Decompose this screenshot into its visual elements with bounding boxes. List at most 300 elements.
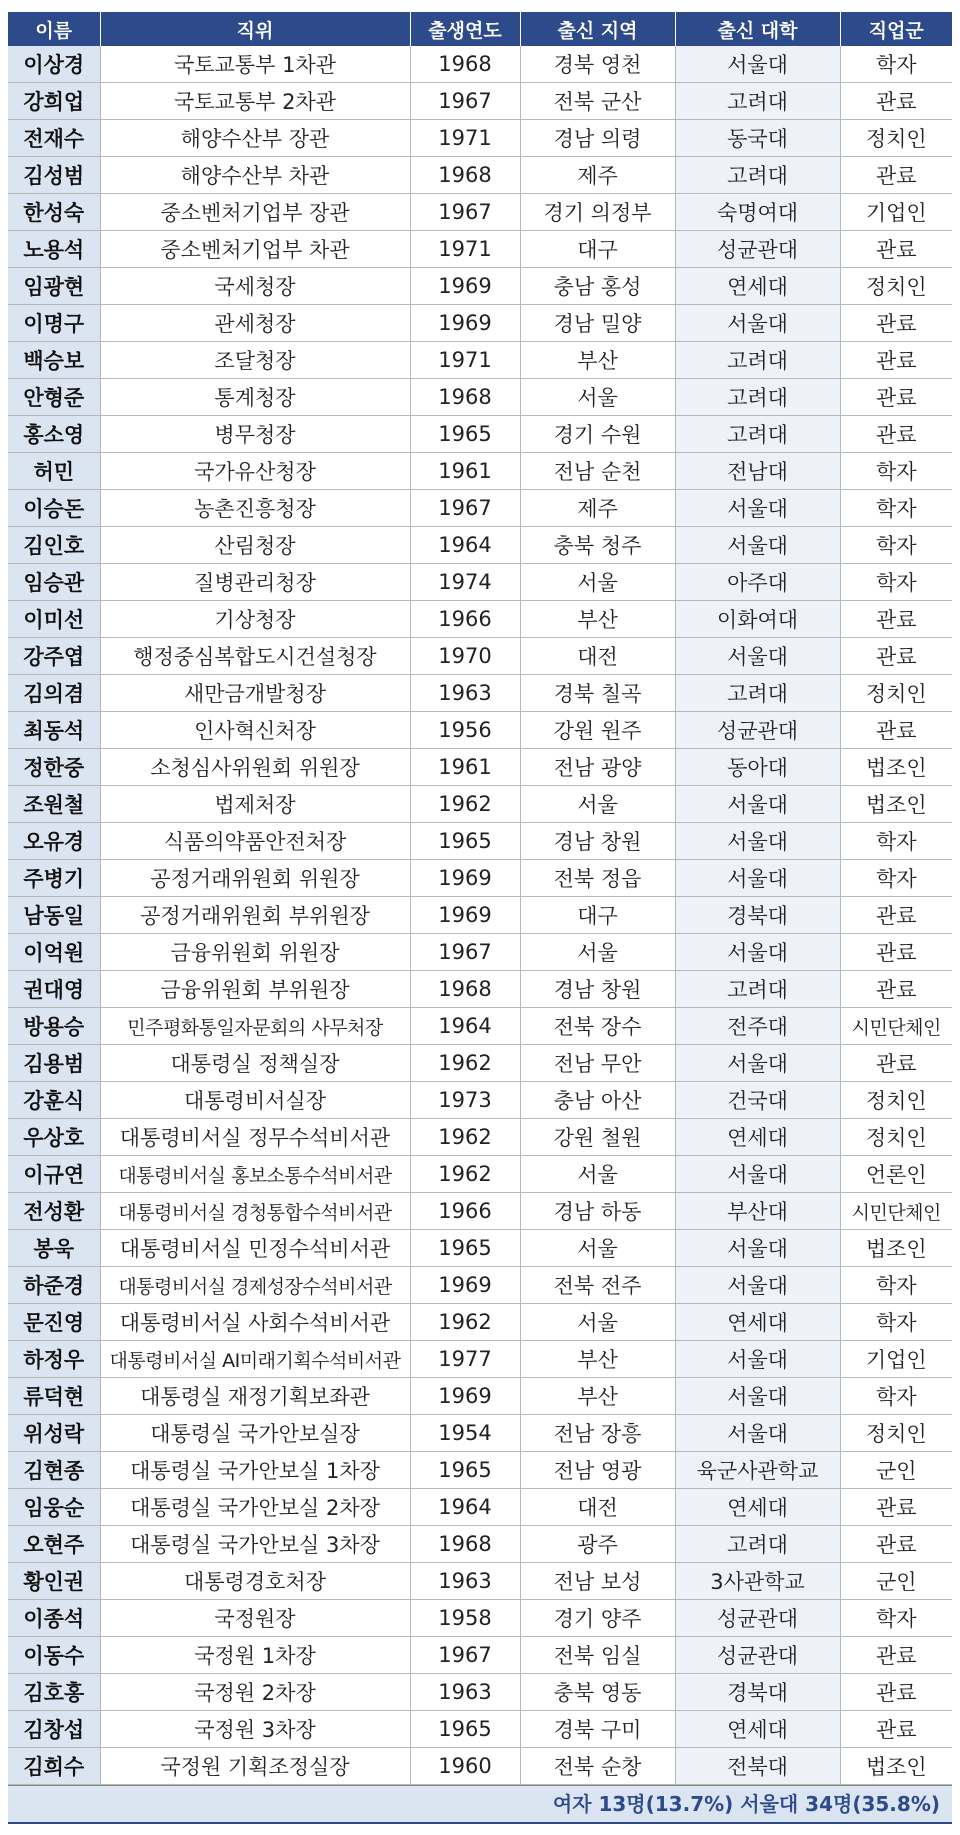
cell-name: 강주엽 — [8, 638, 100, 675]
cell-university: 연세대 — [675, 1711, 840, 1748]
cell-region: 경남 창원 — [520, 971, 675, 1008]
cell-university: 서울대 — [675, 1230, 840, 1267]
cell-occupation: 학자 — [840, 46, 952, 83]
cell-university: 고려대 — [675, 342, 840, 379]
cell-position: 대통령실 국가안보실 1차장 — [100, 1452, 410, 1489]
cell-name: 하정우 — [8, 1341, 100, 1378]
cell-occupation: 관료 — [840, 1526, 952, 1563]
table-row — [8, 157, 952, 194]
cell-name: 이동수 — [8, 1637, 100, 1674]
cell-position: 행정중심복합도시건설청장 — [100, 638, 410, 675]
cell-region: 서울 — [520, 1156, 675, 1193]
cell-birth-year: 1968 — [410, 379, 520, 416]
table-row — [8, 971, 952, 1008]
table-row — [8, 712, 952, 749]
cell-university: 서울대 — [675, 46, 840, 83]
cell-occupation: 법조인 — [840, 749, 952, 786]
cell-region: 경북 칠곡 — [520, 675, 675, 712]
cell-university: 연세대 — [675, 1489, 840, 1526]
cell-occupation: 시민단체인 — [840, 1193, 952, 1230]
cell-university: 전주대 — [675, 1008, 840, 1045]
cell-name: 임광현 — [8, 268, 100, 305]
cell-birth-year: 1963 — [410, 675, 520, 712]
cell-name: 노용석 — [8, 231, 100, 268]
cell-name: 문진영 — [8, 1304, 100, 1341]
cell-occupation: 관료 — [840, 231, 952, 268]
cell-region: 부산 — [520, 342, 675, 379]
cell-birth-year: 1971 — [410, 231, 520, 268]
cell-position: 대통령실 정책실장 — [100, 1045, 410, 1082]
cell-position: 국정원 기획조정실장 — [100, 1748, 410, 1785]
table-body — [8, 46, 952, 1785]
cell-occupation: 학자 — [840, 527, 952, 564]
cell-birth-year: 1968 — [410, 46, 520, 83]
header-region: 출신 지역 — [520, 12, 675, 46]
cell-name: 이미선 — [8, 601, 100, 638]
table-row — [8, 1045, 952, 1082]
cell-region: 충북 청주 — [520, 527, 675, 564]
cell-region: 경기 의정부 — [520, 194, 675, 231]
cell-university: 경북대 — [675, 897, 840, 934]
cell-university: 부산대 — [675, 1193, 840, 1230]
cell-occupation: 정치인 — [840, 268, 952, 305]
cell-position: 관세청장 — [100, 305, 410, 342]
cell-university: 고려대 — [675, 379, 840, 416]
summary-footer: 여자 13명(13.7%) 서울대 34명(35.8%) — [8, 1785, 952, 1824]
cell-occupation: 학자 — [840, 453, 952, 490]
cell-region: 전남 무안 — [520, 1045, 675, 1082]
table-row — [8, 786, 952, 823]
cell-region: 광주 — [520, 1526, 675, 1563]
table-row — [8, 1489, 952, 1526]
table-row — [8, 1156, 952, 1193]
cell-position: 대통령비서실 정무수석비서관 — [100, 1119, 410, 1156]
cell-position: 국정원 3차장 — [100, 1711, 410, 1748]
cell-birth-year: 1964 — [410, 1489, 520, 1526]
table-row — [8, 268, 952, 305]
table-row — [8, 83, 952, 120]
table-row — [8, 601, 952, 638]
header-birth-year: 출생연도 — [410, 12, 520, 46]
cell-region: 전북 장수 — [520, 1008, 675, 1045]
cell-region: 서울 — [520, 564, 675, 601]
cell-name: 하준경 — [8, 1267, 100, 1304]
cell-birth-year: 1967 — [410, 194, 520, 231]
cell-position: 대통령실 국가안보실장 — [100, 1415, 410, 1452]
cell-name: 오유경 — [8, 823, 100, 860]
cell-name: 김용범 — [8, 1045, 100, 1082]
cell-name: 한성숙 — [8, 194, 100, 231]
cell-region: 전남 광양 — [520, 749, 675, 786]
cell-birth-year: 1974 — [410, 564, 520, 601]
cell-region: 경북 구미 — [520, 1711, 675, 1748]
cell-university: 연세대 — [675, 268, 840, 305]
cell-region: 전북 임실 — [520, 1637, 675, 1674]
appointee-table — [8, 12, 952, 1785]
cell-birth-year: 1966 — [410, 1193, 520, 1230]
cell-name: 이승돈 — [8, 490, 100, 527]
cell-name: 이상경 — [8, 46, 100, 83]
cell-university: 서울대 — [675, 860, 840, 897]
table-row — [8, 1600, 952, 1637]
cell-occupation: 관료 — [840, 379, 952, 416]
cell-name: 방용승 — [8, 1008, 100, 1045]
cell-university: 성균관대 — [675, 231, 840, 268]
table-header-row — [8, 12, 952, 46]
table-row — [8, 564, 952, 601]
cell-university: 성균관대 — [675, 1600, 840, 1637]
cell-name: 홍소영 — [8, 416, 100, 453]
cell-occupation: 정치인 — [840, 1415, 952, 1452]
table-row — [8, 1378, 952, 1415]
cell-occupation: 관료 — [840, 712, 952, 749]
cell-position: 대통령비서실 경청통합수석비서관 — [100, 1193, 410, 1230]
cell-university: 서울대 — [675, 934, 840, 971]
cell-region: 강원 철원 — [520, 1119, 675, 1156]
cell-region: 경북 영천 — [520, 46, 675, 83]
cell-university: 고려대 — [675, 83, 840, 120]
cell-university: 동국대 — [675, 120, 840, 157]
cell-name: 남동일 — [8, 897, 100, 934]
cell-birth-year: 1966 — [410, 601, 520, 638]
cell-birth-year: 1962 — [410, 1156, 520, 1193]
cell-occupation: 학자 — [840, 823, 952, 860]
cell-region: 부산 — [520, 1378, 675, 1415]
cell-birth-year: 1964 — [410, 1008, 520, 1045]
cell-position: 해양수산부 차관 — [100, 157, 410, 194]
cell-name: 김인호 — [8, 527, 100, 564]
cell-university: 3사관학교 — [675, 1563, 840, 1600]
cell-region: 전북 군산 — [520, 83, 675, 120]
appointee-table-wrapper — [8, 12, 952, 1824]
table-row — [8, 1082, 952, 1119]
cell-position: 소청심사위원회 위원장 — [100, 749, 410, 786]
cell-region: 대구 — [520, 897, 675, 934]
table-row — [8, 1415, 952, 1452]
cell-name: 이명구 — [8, 305, 100, 342]
cell-name: 봉욱 — [8, 1230, 100, 1267]
table-row — [8, 305, 952, 342]
cell-region: 전북 정읍 — [520, 860, 675, 897]
cell-position: 국정원 1차장 — [100, 1637, 410, 1674]
cell-name: 강훈식 — [8, 1082, 100, 1119]
cell-position: 질병관리청장 — [100, 564, 410, 601]
cell-position: 농촌진흥청장 — [100, 490, 410, 527]
cell-university: 숙명여대 — [675, 194, 840, 231]
cell-name: 이규연 — [8, 1156, 100, 1193]
cell-name: 이억원 — [8, 934, 100, 971]
cell-occupation: 관료 — [840, 897, 952, 934]
cell-occupation: 관료 — [840, 1489, 952, 1526]
cell-region: 강원 원주 — [520, 712, 675, 749]
table-row — [8, 1230, 952, 1267]
cell-birth-year: 1958 — [410, 1600, 520, 1637]
cell-occupation: 학자 — [840, 1378, 952, 1415]
cell-university: 서울대 — [675, 1415, 840, 1452]
cell-region: 충북 영동 — [520, 1674, 675, 1711]
cell-birth-year: 1956 — [410, 712, 520, 749]
cell-birth-year: 1971 — [410, 342, 520, 379]
table-row — [8, 120, 952, 157]
cell-university: 고려대 — [675, 416, 840, 453]
table-row — [8, 1563, 952, 1600]
cell-birth-year: 1969 — [410, 897, 520, 934]
table-row — [8, 453, 952, 490]
cell-birth-year: 1962 — [410, 1119, 520, 1156]
cell-name: 안형준 — [8, 379, 100, 416]
cell-name: 백승보 — [8, 342, 100, 379]
cell-university: 전남대 — [675, 453, 840, 490]
cell-university: 연세대 — [675, 1304, 840, 1341]
cell-university: 서울대 — [675, 1045, 840, 1082]
cell-name: 김희수 — [8, 1748, 100, 1785]
cell-name: 임웅순 — [8, 1489, 100, 1526]
cell-occupation: 기업인 — [840, 194, 952, 231]
cell-university: 동아대 — [675, 749, 840, 786]
cell-position: 중소벤처기업부 차관 — [100, 231, 410, 268]
cell-region: 경남 의령 — [520, 120, 675, 157]
table-row — [8, 1267, 952, 1304]
cell-occupation: 시민단체인 — [840, 1008, 952, 1045]
cell-university: 고려대 — [675, 675, 840, 712]
cell-occupation: 정치인 — [840, 120, 952, 157]
cell-region: 제주 — [520, 490, 675, 527]
cell-region: 전북 전주 — [520, 1267, 675, 1304]
table-row — [8, 342, 952, 379]
cell-position: 국토교통부 1차관 — [100, 46, 410, 83]
cell-occupation: 군인 — [840, 1452, 952, 1489]
cell-occupation: 관료 — [840, 83, 952, 120]
cell-position: 기상청장 — [100, 601, 410, 638]
table-row — [8, 1711, 952, 1748]
cell-position: 대통령경호처장 — [100, 1563, 410, 1600]
cell-position: 대통령비서실장 — [100, 1082, 410, 1119]
cell-region: 제주 — [520, 157, 675, 194]
header-university: 출신 대학 — [675, 12, 840, 46]
cell-region: 충남 홍성 — [520, 268, 675, 305]
cell-region: 경남 하동 — [520, 1193, 675, 1230]
table-row — [8, 527, 952, 564]
cell-birth-year: 1967 — [410, 490, 520, 527]
cell-occupation: 관료 — [840, 971, 952, 1008]
cell-position: 국토교통부 2차관 — [100, 83, 410, 120]
cell-birth-year: 1967 — [410, 1637, 520, 1674]
cell-region: 서울 — [520, 1230, 675, 1267]
cell-university: 고려대 — [675, 1526, 840, 1563]
cell-university: 서울대 — [675, 786, 840, 823]
cell-birth-year: 1968 — [410, 157, 520, 194]
cell-birth-year: 1967 — [410, 83, 520, 120]
table-row — [8, 490, 952, 527]
cell-birth-year: 1973 — [410, 1082, 520, 1119]
cell-university: 서울대 — [675, 490, 840, 527]
cell-birth-year: 1965 — [410, 823, 520, 860]
cell-name: 주병기 — [8, 860, 100, 897]
cell-position: 새만금개발청장 — [100, 675, 410, 712]
table-row — [8, 1637, 952, 1674]
cell-region: 전남 영광 — [520, 1452, 675, 1489]
cell-occupation: 학자 — [840, 1304, 952, 1341]
cell-name: 오현주 — [8, 1526, 100, 1563]
cell-birth-year: 1969 — [410, 860, 520, 897]
cell-university: 서울대 — [675, 527, 840, 564]
cell-birth-year: 1970 — [410, 638, 520, 675]
cell-position: 중소벤처기업부 장관 — [100, 194, 410, 231]
cell-position: 대통령비서실 민정수석비서관 — [100, 1230, 410, 1267]
cell-birth-year: 1964 — [410, 527, 520, 564]
cell-name: 류덕현 — [8, 1378, 100, 1415]
cell-occupation: 관료 — [840, 638, 952, 675]
table-row — [8, 1748, 952, 1785]
cell-occupation: 관료 — [840, 1637, 952, 1674]
table-row — [8, 1008, 952, 1045]
table-row — [8, 1452, 952, 1489]
cell-name: 최동석 — [8, 712, 100, 749]
cell-name: 위성락 — [8, 1415, 100, 1452]
header-name: 이름 — [8, 12, 100, 46]
cell-region: 부산 — [520, 601, 675, 638]
cell-occupation: 정치인 — [840, 1082, 952, 1119]
cell-region: 대전 — [520, 638, 675, 675]
cell-university: 전북대 — [675, 1748, 840, 1785]
cell-birth-year: 1965 — [410, 1452, 520, 1489]
table-row — [8, 1674, 952, 1711]
cell-occupation: 관료 — [840, 416, 952, 453]
table-row — [8, 749, 952, 786]
cell-university: 서울대 — [675, 305, 840, 342]
header-occupation: 직업군 — [840, 12, 952, 46]
cell-region: 대구 — [520, 231, 675, 268]
cell-birth-year: 1971 — [410, 120, 520, 157]
table-row — [8, 416, 952, 453]
cell-occupation: 관료 — [840, 601, 952, 638]
cell-name: 조원철 — [8, 786, 100, 823]
cell-position: 국가유산청장 — [100, 453, 410, 490]
cell-position: 민주평화통일자문회의 사무처장 — [100, 1008, 410, 1045]
cell-position: 조달청장 — [100, 342, 410, 379]
cell-region: 대전 — [520, 1489, 675, 1526]
cell-university: 건국대 — [675, 1082, 840, 1119]
table-row — [8, 934, 952, 971]
table-row — [8, 46, 952, 83]
cell-occupation: 법조인 — [840, 1748, 952, 1785]
cell-occupation: 학자 — [840, 860, 952, 897]
cell-birth-year: 1968 — [410, 971, 520, 1008]
cell-university: 아주대 — [675, 564, 840, 601]
cell-position: 대통령비서실 AI미래기획수석비서관 — [100, 1341, 410, 1378]
cell-university: 서울대 — [675, 1341, 840, 1378]
cell-occupation: 학자 — [840, 490, 952, 527]
cell-birth-year: 1961 — [410, 453, 520, 490]
cell-region: 서울 — [520, 1304, 675, 1341]
cell-birth-year: 1969 — [410, 305, 520, 342]
cell-name: 김호홍 — [8, 1674, 100, 1711]
cell-university: 이화여대 — [675, 601, 840, 638]
cell-university: 서울대 — [675, 823, 840, 860]
cell-birth-year: 1969 — [410, 1267, 520, 1304]
cell-region: 경남 창원 — [520, 823, 675, 860]
cell-birth-year: 1962 — [410, 1304, 520, 1341]
cell-region: 전남 보성 — [520, 1563, 675, 1600]
cell-occupation: 학자 — [840, 1600, 952, 1637]
cell-position: 공정거래위원회 위원장 — [100, 860, 410, 897]
cell-occupation: 관료 — [840, 1711, 952, 1748]
table-row — [8, 860, 952, 897]
table-row — [8, 675, 952, 712]
cell-birth-year: 1954 — [410, 1415, 520, 1452]
cell-university: 성균관대 — [675, 712, 840, 749]
cell-university: 성균관대 — [675, 1637, 840, 1674]
cell-position: 산림청장 — [100, 527, 410, 564]
cell-position: 대통령비서실 경제성장수석비서관 — [100, 1267, 410, 1304]
cell-name: 임승관 — [8, 564, 100, 601]
table-row — [8, 897, 952, 934]
cell-position: 금융위원회 부위원장 — [100, 971, 410, 1008]
cell-position: 대통령비서실 사회수석비서관 — [100, 1304, 410, 1341]
cell-occupation: 관료 — [840, 305, 952, 342]
cell-position: 금융위원회 위원장 — [100, 934, 410, 971]
cell-occupation: 언론인 — [840, 1156, 952, 1193]
cell-name: 전성환 — [8, 1193, 100, 1230]
cell-birth-year: 1960 — [410, 1748, 520, 1785]
cell-region: 충남 아산 — [520, 1082, 675, 1119]
cell-birth-year: 1965 — [410, 1230, 520, 1267]
cell-university: 고려대 — [675, 157, 840, 194]
cell-position: 인사혁신처장 — [100, 712, 410, 749]
cell-name: 권대영 — [8, 971, 100, 1008]
cell-region: 부산 — [520, 1341, 675, 1378]
table-row — [8, 1193, 952, 1230]
table-row — [8, 1341, 952, 1378]
cell-region: 전북 순창 — [520, 1748, 675, 1785]
cell-region: 경남 밀양 — [520, 305, 675, 342]
cell-region: 서울 — [520, 379, 675, 416]
cell-birth-year: 1963 — [410, 1563, 520, 1600]
table-row — [8, 231, 952, 268]
cell-occupation: 관료 — [840, 1045, 952, 1082]
cell-occupation: 관료 — [840, 934, 952, 971]
table-row — [8, 194, 952, 231]
cell-university: 서울대 — [675, 1378, 840, 1415]
cell-birth-year: 1962 — [410, 786, 520, 823]
cell-name: 김창섭 — [8, 1711, 100, 1748]
cell-university: 연세대 — [675, 1119, 840, 1156]
cell-birth-year: 1963 — [410, 1674, 520, 1711]
header-position: 직위 — [100, 12, 410, 46]
cell-birth-year: 1967 — [410, 934, 520, 971]
cell-university: 서울대 — [675, 1156, 840, 1193]
cell-birth-year: 1965 — [410, 1711, 520, 1748]
cell-position: 국세청장 — [100, 268, 410, 305]
cell-position: 대통령비서실 홍보소통수석비서관 — [100, 1156, 410, 1193]
cell-position: 법제처장 — [100, 786, 410, 823]
cell-birth-year: 1977 — [410, 1341, 520, 1378]
cell-region: 경기 수원 — [520, 416, 675, 453]
cell-region: 서울 — [520, 786, 675, 823]
cell-birth-year: 1969 — [410, 268, 520, 305]
cell-region: 경기 양주 — [520, 1600, 675, 1637]
cell-name: 우상호 — [8, 1119, 100, 1156]
cell-university: 경북대 — [675, 1674, 840, 1711]
cell-region: 전남 장흥 — [520, 1415, 675, 1452]
cell-birth-year: 1968 — [410, 1526, 520, 1563]
cell-position: 대통령실 국가안보실 3차장 — [100, 1526, 410, 1563]
cell-occupation: 정치인 — [840, 675, 952, 712]
cell-position: 국정원 2차장 — [100, 1674, 410, 1711]
cell-position: 대통령실 국가안보실 2차장 — [100, 1489, 410, 1526]
cell-position: 국정원장 — [100, 1600, 410, 1637]
cell-occupation: 법조인 — [840, 1230, 952, 1267]
